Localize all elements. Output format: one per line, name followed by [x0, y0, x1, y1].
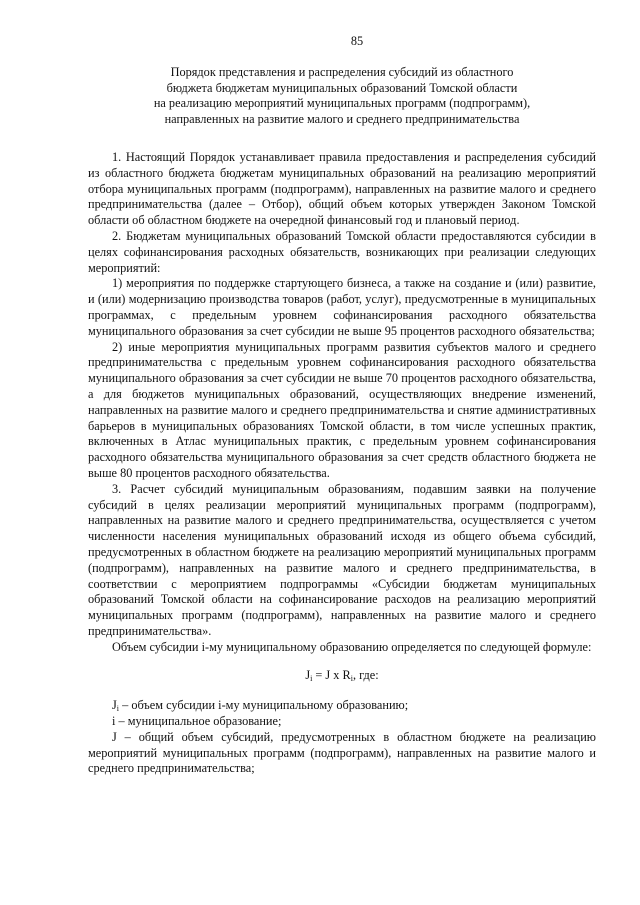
page-number: 85 — [350, 34, 364, 48]
definition-j — [88, 730, 596, 777]
paragraph-2-item-2: 2) иные мероприятия муниципальных программ развития субъектов малого и среднего предпринимательства с предельным уровнем софинансирования расходного обязательства муниципального образования за счет субсидии не выше 70 процентов расходного обязательства, а для бюджетов муниципальных образований, осуществляющих внедрение изменений, направленных на развитие малого и среднего предпринимательства и снятие административных барьеров в муниципальных образованиях Томской области, в том числе успешных практик, включенных в Атлас муниципальных практик, с предельным уровнем софинансирования расходного обязательства муниципального образования за счет средств областного бюджета не выше 80 процентов расходного обязательства. — [88, 339, 596, 480]
definition-symbol: J — [112, 729, 117, 744]
paragraph-3: 3. Расчет субсидий муниципальным образованиям, подавшим заявки на получение субсидий в целях реализации мероприятий муниципальных программ (подпрограмм), направленных на развитие малого и среднего предпринимательства, осуществляется с учетом численности населения муниципальных образований исходя из общего объема субсидий, предусмотренных в областном бюджете на реализацию мероприятий муниципальных программ (подпрограмм), направленных на развитие малого и среднего предпринимательства, в соответствии с мероприятием подпрограммы «Субсидии бюджетам муниципальных образований Томской области на софинансирование расходов на реализацию мероприятий муниципальных программ (подпрограмм), направленных на развитие малого и среднего предпринимательства». — [88, 481, 596, 638]
document-title — [88, 65, 596, 128]
formula-rhs-subscript: i — [350, 674, 353, 684]
formula — [88, 668, 596, 684]
definition-text: – общий объем субсидий, предусмотренных в областном бюджете на реализацию мероприятий муниципальных программ (подпрограмм), направленных на развитие малого и среднего предпринимательства; — [88, 729, 596, 776]
paragraph-formula-intro: Объем субсидии i-му муниципальному образованию определяется по следующей формуле: — [112, 639, 592, 654]
definition-subscript: i — [116, 704, 120, 714]
title-line: на реализацию мероприятий муниципальных программ (подпрограмм), — [153, 96, 531, 111]
formula-lhs: J — [305, 668, 311, 683]
formula-middle: = J x R — [312, 668, 351, 683]
definition-i — [88, 714, 596, 730]
definition-symbol: J — [112, 698, 117, 713]
formula-tail: , где: — [352, 668, 379, 683]
title-line: направленных на развитие малого и среднего предпринимательства — [164, 112, 520, 127]
paragraph-1: 1. Настоящий Порядок устанавливает правила предоставления и распределения субсидий из областного бюджета бюджетам муниципальных образований на реализацию мероприятий отбора муниципальных программ (подпрограмм), направленных на развитие малого и среднего предпринимательства (далее – Отбор), общий объем которых утвержден Законом Томской области об областном бюджете на очередной финансовый год и плановый период. — [88, 149, 596, 228]
definition-symbol: i — [112, 714, 116, 729]
title-line: Порядок представления и распределения субсидий из областного — [170, 64, 514, 79]
definition-text: – муниципальное образование; — [115, 714, 282, 729]
formula-lhs-subscript: i — [310, 674, 313, 684]
definition-text: – объем субсидии i-му муниципальному образованию; — [119, 698, 409, 713]
definition-ji — [88, 698, 596, 714]
title-line: бюджета бюджетам муниципальных образований Томской области — [166, 80, 518, 95]
paragraph-2: 2. Бюджетам муниципальных образований Томской области предоставляются субсидии в целях софинансирования расходных обязательств, возникающих при реализации следующих мероприятий: — [88, 228, 596, 275]
paragraph-2-item-1: 1) мероприятия по поддержке стартующего бизнеса, а также на создание и (или) развитие, и (или) модернизацию производства товаров (работ, услуг), предусмотренные в муниципальных программах, с предельным уровнем софинансирования расходного обязательства муниципального образования за счет субсидии не выше 95 процентов расходного обязательства; — [88, 276, 596, 338]
